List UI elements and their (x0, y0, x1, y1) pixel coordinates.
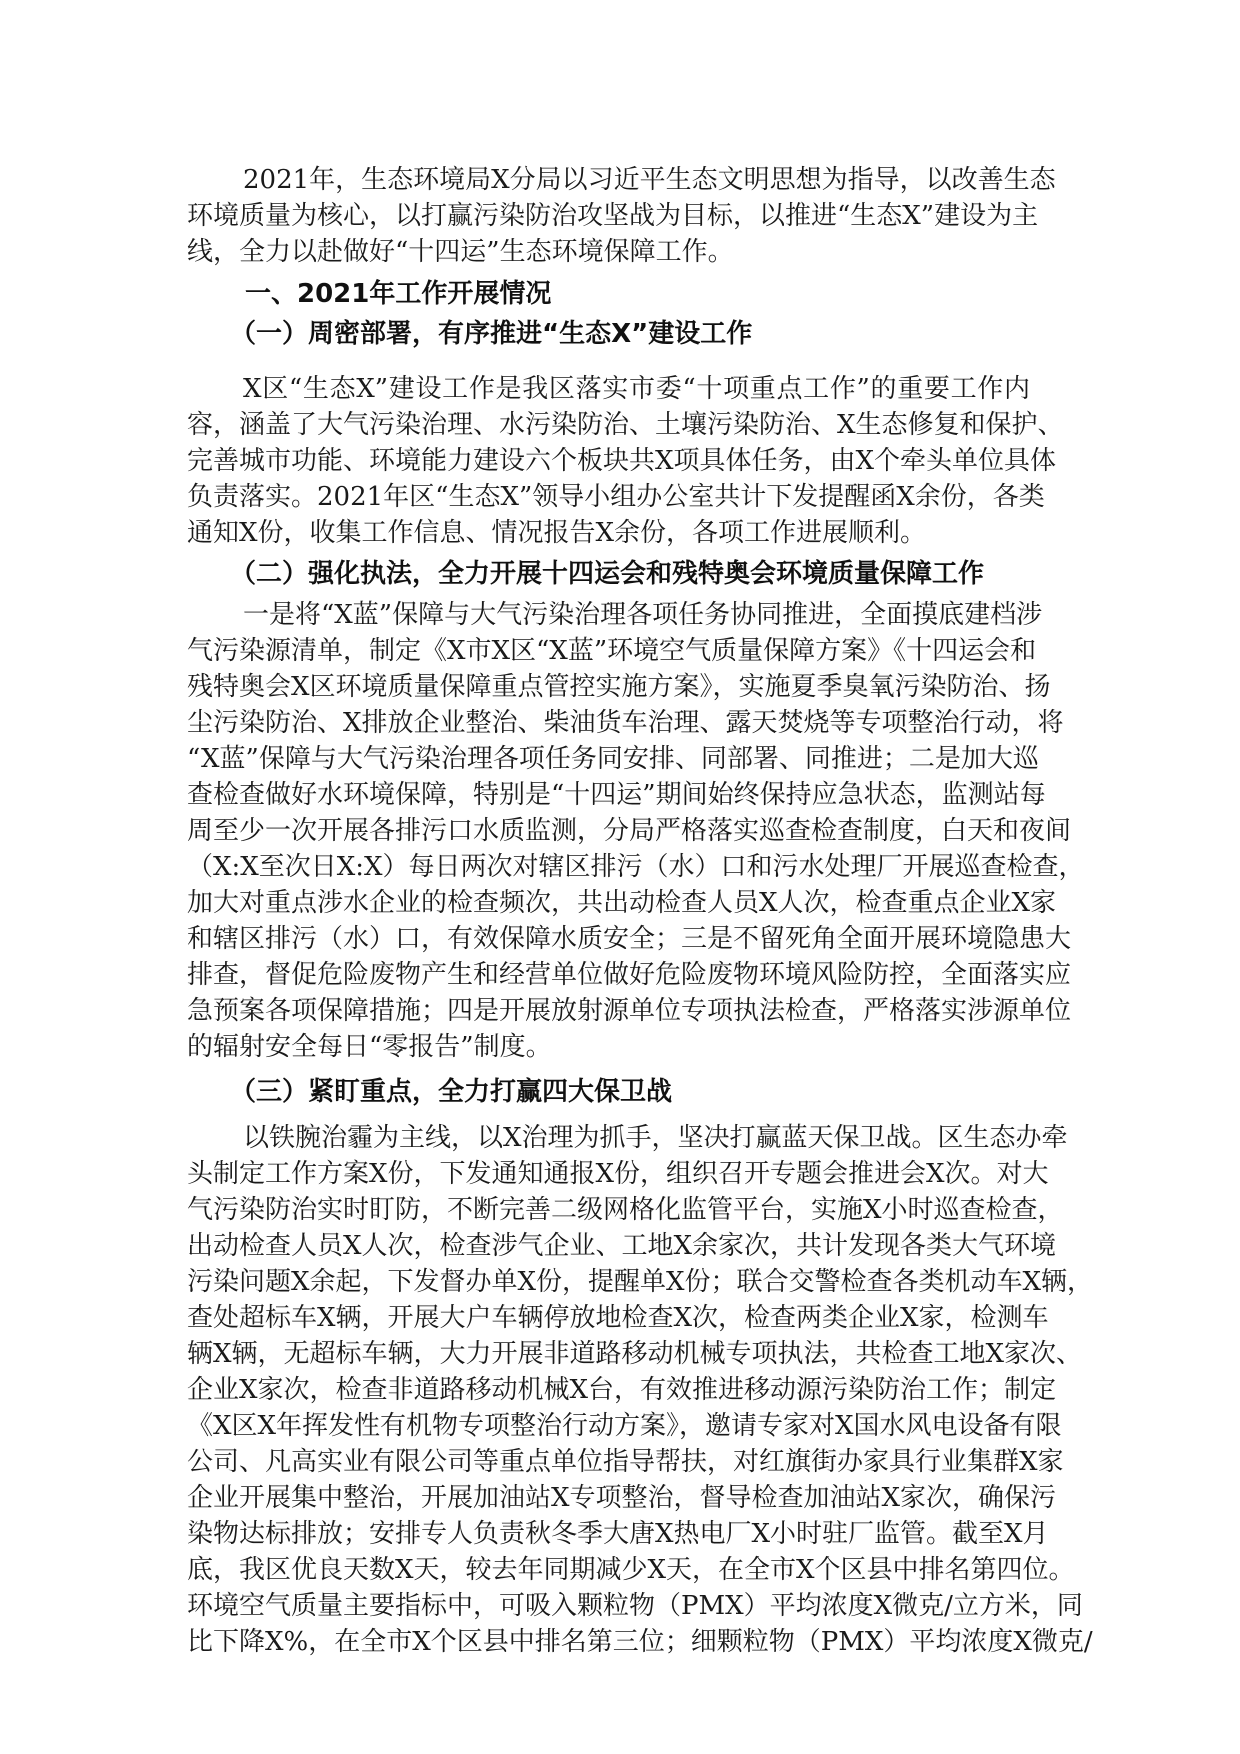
sub2-line-12: 急预案各项保障措施；四是开展放射源单位专项执法检查，严格落实涉源单位 (187, 996, 1072, 1026)
sub3-line-11: 企业开展集中整治，开展加油站X专项整治，督导检查加油站X家次，确保污 (187, 1483, 1057, 1513)
sub2-line-1: 一是将“X蓝”保障与大气污染治理各项任务协同推进，全面摸底建档涉 (243, 600, 1043, 630)
sub3-line-9: 《X区X年挥发性有机物专项整治行动方案》，邀请专家对X国水风电设备有限 (187, 1411, 1062, 1441)
sub2-line-7: 周至少一次开展各排污口水质监测，分局严格落实巡查检查制度，白天和夜间 (187, 816, 1072, 846)
subsection-title-2: （二）强化执法，全力开展十四运会和残特奥会环境质量保障工作 (230, 559, 985, 589)
sub2-line-9: 加大对重点涉水企业的检查频次，共出动检查人员X人次，检查重点企业X家 (187, 888, 1057, 918)
sub1-line-4: 负责落实。2021年区“生态X”领导小组办公室共计下发提醒函X余份，各类 (187, 482, 1045, 512)
sub3-line-4: 出动检查人员X人次，检查涉气企业、工地X余家次，共计发现各类大气环境 (187, 1231, 1057, 1261)
sub3-line-12: 染物达标排放；安排专人负责秋冬季大唐X热电厂X小时驻厂监管。截至X月 (187, 1519, 1049, 1549)
sub3-line-7: 辆X辆，无超标车辆，大力开展非道路移动机械专项执法，共检查工地X家次、 (187, 1339, 1083, 1369)
sub1-line-3: 完善城市功能、环境能力建设六个板块共X项具体任务，由X个牵头单位具体 (187, 446, 1057, 476)
sub3-line-13: 底，我区优良天数X天，较去年同期减少X天，在全市X个区县中排名第四位。 (187, 1555, 1075, 1585)
sub3-line-3: 气污染防治实时盯防，不断完善二级网格化监管平台，实施X小时巡查检查， (187, 1195, 1064, 1225)
sub3-line-6: 查处超标车X辆，开展大户车辆停放地检查X次，检查两类企业X家，检测车 (187, 1303, 1049, 1333)
subsection-title-1: （一）周密部署，有序推进“生态X”建设工作 (230, 319, 753, 349)
sub3-line-5: 污染问题X余起，下发督办单X份，提醒单X份；联合交警检查各类机动车X辆， (187, 1267, 1094, 1297)
sub3-line-15: 比下降X%，在全市X个区县中排名第三位；细颗粒物（PMX）平均浓度X微克/ (187, 1627, 1093, 1657)
subsection-title-3: （三）紧盯重点，全力打赢四大保卫战 (230, 1077, 673, 1107)
intro-line-3: 线，全力以赴做好“十四运”生态环境保障工作。 (187, 237, 734, 267)
section-title-1: 一、2021年工作开展情况 (245, 279, 552, 309)
sub3-line-2: 头制定工作方案X份，下发通知通报X份，组织召开专题会推进会X次。对大 (187, 1159, 1049, 1189)
sub2-line-6: 查检查做好水环境保障，特别是“十四运”期间始终保持应急状态，监测站每 (187, 780, 1046, 810)
sub2-line-3: 残特奥会X区环境质量保障重点管控实施方案》，实施夏季臭氧污染防治、扬 (187, 672, 1051, 702)
sub3-line-1: 以铁腕治霾为主线，以X治理为抓手，坚决打赢蓝天保卫战。区生态办牵 (243, 1123, 1068, 1153)
sub2-line-11: 排查，督促危险废物产生和经营单位做好危险废物环境风险防控，全面落实应 (187, 960, 1072, 990)
sub2-line-10: 和辖区排污（水）口，有效保障水质安全；三是不留死角全面开展环境隐患大 (187, 924, 1072, 954)
sub1-line-1: X区“生态X”建设工作是我区落实市委“十项重点工作”的重要工作内 (243, 374, 1030, 404)
sub2-line-8: （X:X至次日X:X）每日两次对辖区排污（水）口和污水处理厂开展巡查检查， (187, 852, 1085, 882)
intro-line-2: 环境质量为核心，以打赢污染防治攻坚战为目标，以推进“生态X”建设为主 (187, 201, 1039, 231)
sub1-line-2: 容，涵盖了大气污染治理、水污染防治、土壤污染防治、X生态修复和保护、 (187, 410, 1064, 440)
sub3-line-8: 企业X家次，检查非道路移动机械X台，有效推进移动源污染防治工作；制定 (187, 1375, 1057, 1405)
sub2-line-2: 气污染源清单，制定《X市X区“X蓝”环境空气质量保障方案》《十四运会和 (187, 636, 1037, 666)
sub3-line-14: 环境空气质量主要指标中，可吸入颗粒物（PMX）平均浓度X微克/立方米，同 (187, 1591, 1083, 1621)
intro-line-1: 2021年，生态环境局X分局以习近平生态文明思想为指导，以改善生态 (243, 165, 1056, 195)
sub2-line-13: 的辐射安全每日“零报告”制度。 (187, 1032, 552, 1062)
sub2-line-5: “X蓝”保障与大气污染治理各项任务同安排、同部署、同推进；二是加大巡 (187, 744, 1039, 774)
sub2-line-4: 尘污染防治、X排放企业整治、柴油货车治理、露天焚烧等专项整治行动，将 (187, 708, 1064, 738)
sub3-line-10: 公司、凡高实业有限公司等重点单位指导帮扶，对红旗街办家具行业集群X家 (187, 1447, 1064, 1477)
sub1-line-5: 通知X份，收集工作信息、情况报告X余份，各项工作进展顺利。 (187, 518, 927, 548)
